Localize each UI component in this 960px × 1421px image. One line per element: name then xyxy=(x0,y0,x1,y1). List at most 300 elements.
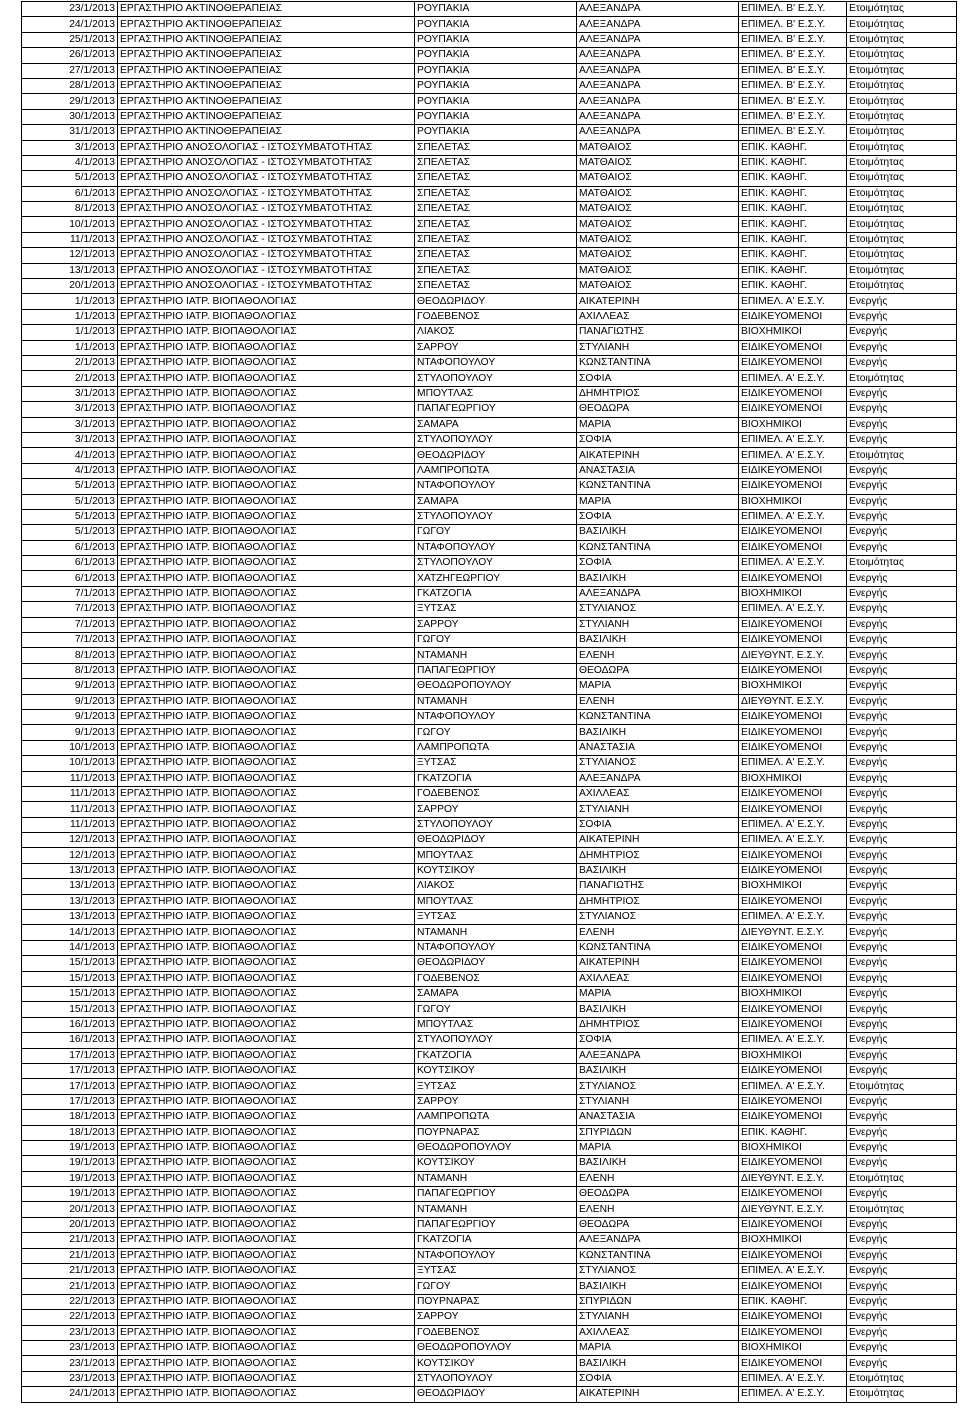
rank-cell: ΕΙΔΙΚΕΥΟΜΕΝΟΙ xyxy=(739,540,847,555)
surname-cell: ΚΟΥΤΣΙΚΟΥ xyxy=(415,863,577,878)
duty-type-cell: Ενεργής xyxy=(847,417,957,432)
date-cell: 14/1/2013 xyxy=(22,940,118,955)
date-cell: 6/1/2013 xyxy=(22,556,118,571)
rank-cell: ΕΠΙΜΕΛ. Β' Ε.Σ.Υ. xyxy=(739,109,847,124)
rank-cell: ΕΠΙΜΕΛ. Α' Ε.Σ.Υ. xyxy=(739,448,847,463)
table-row xyxy=(22,556,957,571)
first-name-cell: ΒΑΣΙΛΙΚΗ xyxy=(577,725,739,740)
rank-cell: ΕΙΔΙΚΕΥΟΜΕΝΟΙ xyxy=(739,725,847,740)
date-cell: 4/1/2013 xyxy=(22,155,118,170)
laboratory-cell: ΕΡΓΑΣΤΗΡΙΟ ΑΝΟΣΟΛΟΓΙΑΣ - ΙΣΤΟΣΥΜΒΑΤΟΤΗΤΑΣ xyxy=(118,217,415,232)
first-name-cell: ΑΛΕΞΑΝΔΡΑ xyxy=(577,48,739,63)
rank-cell: ΕΠΙΚ. ΚΑΘΗΓ. xyxy=(739,171,847,186)
table-row xyxy=(22,1156,957,1171)
table-row xyxy=(22,232,957,247)
surname-cell: ΝΤΑΜΑΝΗ xyxy=(415,694,577,709)
table-row xyxy=(22,1140,957,1155)
duty-type-cell: Ενεργής xyxy=(847,402,957,417)
table-row xyxy=(22,971,957,986)
date-cell: 10/1/2013 xyxy=(22,217,118,232)
date-cell: 15/1/2013 xyxy=(22,956,118,971)
duty-type-cell: Ενεργής xyxy=(847,725,957,740)
duty-type-cell: Ενεργής xyxy=(847,463,957,478)
surname-cell: ΜΠΟΥΤΛΑΣ xyxy=(415,1017,577,1032)
rank-cell: ΕΙΔΙΚΕΥΟΜΕΝΟΙ xyxy=(739,1356,847,1371)
laboratory-cell: ΕΡΓΑΣΤΗΡΙΟ ΙΑΤΡ. ΒΙΟΠΑΘΟΛΟΓΙΑΣ xyxy=(118,1017,415,1032)
table-row xyxy=(22,294,957,309)
rank-cell: ΕΙΔΙΚΕΥΟΜΕΝΟΙ xyxy=(739,740,847,755)
first-name-cell: ΣΤΥΛΙΑΝΟΣ xyxy=(577,602,739,617)
first-name-cell: ΑΛΕΞΑΝΔΡΑ xyxy=(577,94,739,109)
date-cell: 3/1/2013 xyxy=(22,417,118,432)
laboratory-cell: ΕΡΓΑΣΤΗΡΙΟ ΙΑΤΡ. ΒΙΟΠΑΘΟΛΟΓΙΑΣ xyxy=(118,1233,415,1248)
date-cell: 22/1/2013 xyxy=(22,1294,118,1309)
first-name-cell: ΣΤΥΛΙΑΝΗ xyxy=(577,802,739,817)
first-name-cell: ΜΑΡΙΑ xyxy=(577,987,739,1002)
first-name-cell: ΘΕΟΔΩΡΑ xyxy=(577,1217,739,1232)
first-name-cell: ΚΩΝΣΤΑΝΤΙΝΑ xyxy=(577,540,739,555)
date-cell: 19/1/2013 xyxy=(22,1140,118,1155)
first-name-cell: ΘΕΟΔΩΡΑ xyxy=(577,402,739,417)
rank-cell: ΕΙΔΙΚΕΥΟΜΕΝΟΙ xyxy=(739,1094,847,1109)
duty-type-cell: Ενεργής xyxy=(847,1233,957,1248)
duty-type-cell: Ετοιμότητας xyxy=(847,171,957,186)
rank-cell: ΕΠΙΜΕΛ. Β' Ε.Σ.Υ. xyxy=(739,48,847,63)
surname-cell: ΣΠΕΛΕΤΑΣ xyxy=(415,263,577,278)
surname-cell: ΚΟΥΤΣΙΚΟΥ xyxy=(415,1356,577,1371)
rank-cell: ΕΙΔΙΚΕΥΟΜΕΝΟΙ xyxy=(739,402,847,417)
table-row xyxy=(22,32,957,47)
table-row xyxy=(22,1063,957,1078)
surname-cell: ΝΤΑΜΑΝΗ xyxy=(415,648,577,663)
date-cell: 5/1/2013 xyxy=(22,525,118,540)
surname-cell: ΞΥΤΣΑΣ xyxy=(415,756,577,771)
surname-cell: ΓΚΑΤΖΟΓΙΑ xyxy=(415,586,577,601)
duty-type-cell: Ενεργής xyxy=(847,1140,957,1155)
surname-cell: ΣΑΡΡΟΥ xyxy=(415,617,577,632)
duty-type-cell: Ετοιμότητας xyxy=(847,140,957,155)
rank-cell: ΔΙΕΥΘΥΝΤ. Ε.Σ.Υ. xyxy=(739,1202,847,1217)
first-name-cell: ΑΛΕΞΑΝΔΡΑ xyxy=(577,17,739,32)
laboratory-cell: ΕΡΓΑΣΤΗΡΙΟ ΙΑΤΡ. ΒΙΟΠΑΘΟΛΟΓΙΑΣ xyxy=(118,863,415,878)
first-name-cell: ΑΝΑΣΤΑΣΙΑ xyxy=(577,463,739,478)
table-row xyxy=(22,494,957,509)
rank-cell: ΕΙΔΙΚΕΥΟΜΕΝΟΙ xyxy=(739,971,847,986)
surname-cell: ΝΤΑΜΑΝΗ xyxy=(415,925,577,940)
first-name-cell: ΚΩΝΣΤΑΝΤΙΝΑ xyxy=(577,355,739,370)
date-cell: 18/1/2013 xyxy=(22,1110,118,1125)
laboratory-cell: ΕΡΓΑΣΤΗΡΙΟ ΙΑΤΡ. ΒΙΟΠΑΘΟΛΟΓΙΑΣ xyxy=(118,556,415,571)
first-name-cell: ΑΝΑΣΤΑΣΙΑ xyxy=(577,1110,739,1125)
rank-cell: ΕΠΙΜΕΛ. Β' Ε.Σ.Υ. xyxy=(739,125,847,140)
surname-cell: ΛΑΜΠΡΟΠΩΤΑ xyxy=(415,1110,577,1125)
duty-type-cell: Ετοιμότητας xyxy=(847,94,957,109)
laboratory-cell: ΕΡΓΑΣΤΗΡΙΟ ΙΑΤΡ. ΒΙΟΠΑΘΟΛΟΓΙΑΣ xyxy=(118,479,415,494)
first-name-cell: ΕΛΕΝΗ xyxy=(577,694,739,709)
table-row xyxy=(22,448,957,463)
date-cell: 13/1/2013 xyxy=(22,910,118,925)
duty-type-cell: Ενεργής xyxy=(847,1294,957,1309)
laboratory-cell: ΕΡΓΑΣΤΗΡΙΟ ΙΑΤΡ. ΒΙΟΠΑΘΟΛΟΓΙΑΣ xyxy=(118,294,415,309)
duty-type-cell: Ενεργής xyxy=(847,786,957,801)
surname-cell: ΓΩΓΟΥ xyxy=(415,525,577,540)
laboratory-cell: ΕΡΓΑΣΤΗΡΙΟ ΙΑΤΡ. ΒΙΟΠΑΘΟΛΟΓΙΑΣ xyxy=(118,1171,415,1186)
first-name-cell: ΑΛΕΞΑΝΔΡΑ xyxy=(577,109,739,124)
rank-cell: ΒΙΟΧΗΜΙΚΟΙ xyxy=(739,1140,847,1155)
duty-type-cell: Ενεργής xyxy=(847,879,957,894)
date-cell: 11/1/2013 xyxy=(22,802,118,817)
surname-cell: ΛΑΜΠΡΟΠΩΤΑ xyxy=(415,463,577,478)
laboratory-cell: ΕΡΓΑΣΤΗΡΙΟ ΙΑΤΡ. ΒΙΟΠΑΘΟΛΟΓΙΑΣ xyxy=(118,894,415,909)
duty-type-cell: Ενεργής xyxy=(847,1033,957,1048)
date-cell: 1/1/2013 xyxy=(22,309,118,324)
surname-cell: ΓΚΑΤΖΟΓΙΑ xyxy=(415,771,577,786)
date-cell: 6/1/2013 xyxy=(22,540,118,555)
date-cell: 15/1/2013 xyxy=(22,987,118,1002)
duty-type-cell: Ετοιμότητας xyxy=(847,263,957,278)
rank-cell: ΕΠΙΚ. ΚΑΘΗΓ. xyxy=(739,1125,847,1140)
laboratory-cell: ΕΡΓΑΣΤΗΡΙΟ ΙΑΤΡ. ΒΙΟΠΑΘΟΛΟΓΙΑΣ xyxy=(118,1325,415,1340)
laboratory-cell: ΕΡΓΑΣΤΗΡΙΟ ΙΑΤΡ. ΒΙΟΠΑΘΟΛΟΓΙΑΣ xyxy=(118,1048,415,1063)
rank-cell: ΕΙΔΙΚΕΥΟΜΕΝΟΙ xyxy=(739,340,847,355)
date-cell: 23/1/2013 xyxy=(22,1325,118,1340)
rank-cell: ΒΙΟΧΗΜΙΚΟΙ xyxy=(739,771,847,786)
first-name-cell: ΜΑΡΙΑ xyxy=(577,417,739,432)
laboratory-cell: ΕΡΓΑΣΤΗΡΙΟ ΙΑΤΡ. ΒΙΟΠΑΘΟΛΟΓΙΑΣ xyxy=(118,325,415,340)
surname-cell: ΣΠΕΛΕΤΑΣ xyxy=(415,217,577,232)
date-cell: 17/1/2013 xyxy=(22,1094,118,1109)
date-cell: 31/1/2013 xyxy=(22,125,118,140)
date-cell: 3/1/2013 xyxy=(22,140,118,155)
surname-cell: ΣΤΥΛΟΠΟΥΛΟΥ xyxy=(415,556,577,571)
date-cell: 7/1/2013 xyxy=(22,617,118,632)
laboratory-cell: ΕΡΓΑΣΤΗΡΙΟ ΙΑΤΡ. ΒΙΟΠΑΘΟΛΟΓΙΑΣ xyxy=(118,1279,415,1294)
date-cell: 2/1/2013 xyxy=(22,355,118,370)
laboratory-cell: ΕΡΓΑΣΤΗΡΙΟ ΑΚΤΙΝΟΘΕΡΑΠΕΙΑΣ xyxy=(118,125,415,140)
table-row xyxy=(22,617,957,632)
first-name-cell: ΜΑΤΘΑΙΟΣ xyxy=(577,171,739,186)
surname-cell: ΝΤΑΦΟΠΟΥΛΟΥ xyxy=(415,540,577,555)
surname-cell: ΛΑΜΠΡΟΠΩΤΑ xyxy=(415,740,577,755)
rank-cell: ΕΙΔΙΚΕΥΟΜΕΝΟΙ xyxy=(739,355,847,370)
first-name-cell: ΠΑΝΑΓΙΩΤΗΣ xyxy=(577,325,739,340)
rank-cell: ΕΠΙΜΕΛ. Α' Ε.Σ.Υ. xyxy=(739,602,847,617)
first-name-cell: ΣΤΥΛΙΑΝΟΣ xyxy=(577,910,739,925)
date-cell: 6/1/2013 xyxy=(22,186,118,201)
table-row xyxy=(22,125,957,140)
surname-cell: ΣΤΥΛΟΠΟΥΛΟΥ xyxy=(415,432,577,447)
surname-cell: ΘΕΟΔΩΡΙΔΟΥ xyxy=(415,956,577,971)
date-cell: 13/1/2013 xyxy=(22,879,118,894)
date-cell: 10/1/2013 xyxy=(22,740,118,755)
duty-type-cell: Ετοιμότητας xyxy=(847,155,957,170)
rank-cell: ΕΠΙΜΕΛ. Α' Ε.Σ.Υ. xyxy=(739,1264,847,1279)
date-cell: 9/1/2013 xyxy=(22,725,118,740)
first-name-cell: ΣΟΦΙΑ xyxy=(577,556,739,571)
duty-type-cell: Ενεργής xyxy=(847,1248,957,1263)
duty-type-cell: Ενεργής xyxy=(847,1110,957,1125)
table-row xyxy=(22,479,957,494)
table-row xyxy=(22,17,957,32)
rank-cell: ΕΠΙΜΕΛ. Β' Ε.Σ.Υ. xyxy=(739,94,847,109)
rank-cell: ΕΠΙΚ. ΚΑΘΗΓ. xyxy=(739,202,847,217)
table-row xyxy=(22,309,957,324)
surname-cell: ΣΠΕΛΕΤΑΣ xyxy=(415,140,577,155)
date-cell: 16/1/2013 xyxy=(22,1033,118,1048)
table-row xyxy=(22,386,957,401)
rank-cell: ΕΙΔΙΚΕΥΟΜΕΝΟΙ xyxy=(739,571,847,586)
rank-cell: ΕΙΔΙΚΕΥΟΜΕΝΟΙ xyxy=(739,863,847,878)
date-cell: 9/1/2013 xyxy=(22,709,118,724)
duty-type-cell: Ενεργής xyxy=(847,1002,957,1017)
surname-cell: ΘΕΟΔΩΡΟΠΟΥΛΟΥ xyxy=(415,1140,577,1155)
surname-cell: ΓΚΑΤΖΟΓΙΑ xyxy=(415,1233,577,1248)
table-row xyxy=(22,463,957,478)
surname-cell: ΣΠΕΛΕΤΑΣ xyxy=(415,202,577,217)
surname-cell: ΘΕΟΔΩΡΙΔΟΥ xyxy=(415,294,577,309)
surname-cell: ΣΠΕΛΕΤΑΣ xyxy=(415,155,577,170)
date-cell: 11/1/2013 xyxy=(22,232,118,247)
first-name-cell: ΜΑΤΘΑΙΟΣ xyxy=(577,186,739,201)
laboratory-cell: ΕΡΓΑΣΤΗΡΙΟ ΙΑΤΡ. ΒΙΟΠΑΘΟΛΟΓΙΑΣ xyxy=(118,910,415,925)
first-name-cell: ΚΩΝΣΤΑΝΤΙΝΑ xyxy=(577,1248,739,1263)
laboratory-cell: ΕΡΓΑΣΤΗΡΙΟ ΙΑΤΡ. ΒΙΟΠΑΘΟΛΟΓΙΑΣ xyxy=(118,1356,415,1371)
duty-type-cell: Ενεργής xyxy=(847,971,957,986)
table-row xyxy=(22,633,957,648)
duty-type-cell: Ενεργής xyxy=(847,863,957,878)
date-cell: 13/1/2013 xyxy=(22,863,118,878)
date-cell: 19/1/2013 xyxy=(22,1171,118,1186)
table-row xyxy=(22,355,957,370)
date-cell: 15/1/2013 xyxy=(22,1002,118,1017)
duty-type-cell: Ενεργής xyxy=(847,1187,957,1202)
duty-type-cell: Ενεργής xyxy=(847,509,957,524)
duty-type-cell: Ενεργής xyxy=(847,833,957,848)
table-row xyxy=(22,109,957,124)
first-name-cell: ΕΛΕΝΗ xyxy=(577,1202,739,1217)
duty-type-cell: Ενεργής xyxy=(847,925,957,940)
date-cell: 12/1/2013 xyxy=(22,833,118,848)
surname-cell: ΣΠΕΛΕΤΑΣ xyxy=(415,186,577,201)
surname-cell: ΣΤΥΛΟΠΟΥΛΟΥ xyxy=(415,509,577,524)
laboratory-cell: ΕΡΓΑΣΤΗΡΙΟ ΙΑΤΡ. ΒΙΟΠΑΘΟΛΟΓΙΑΣ xyxy=(118,1340,415,1355)
first-name-cell: ΑΛΕΞΑΝΔΡΑ xyxy=(577,1233,739,1248)
surname-cell: ΝΤΑΜΑΝΗ xyxy=(415,1202,577,1217)
duty-type-cell: Ετοιμότητας xyxy=(847,48,957,63)
rank-cell: ΕΙΔΙΚΕΥΟΜΕΝΟΙ xyxy=(739,1248,847,1263)
first-name-cell: ΑΧΙΛΛΕΑΣ xyxy=(577,309,739,324)
laboratory-cell: ΕΡΓΑΣΤΗΡΙΟ ΙΑΤΡ. ΒΙΟΠΑΘΟΛΟΓΙΑΣ xyxy=(118,1079,415,1094)
rank-cell: ΕΠΙΜΕΛ. Α' Ε.Σ.Υ. xyxy=(739,833,847,848)
surname-cell: ΝΤΑΦΟΠΟΥΛΟΥ xyxy=(415,479,577,494)
surname-cell: ΠΑΠΑΓΕΩΡΓΙΟΥ xyxy=(415,402,577,417)
laboratory-cell: ΕΡΓΑΣΤΗΡΙΟ ΙΑΤΡ. ΒΙΟΠΑΘΟΛΟΓΙΑΣ xyxy=(118,1248,415,1263)
first-name-cell: ΑΛΕΞΑΝΔΡΑ xyxy=(577,586,739,601)
table-row xyxy=(22,848,957,863)
date-cell: 7/1/2013 xyxy=(22,633,118,648)
surname-cell: ΣΤΥΛΟΠΟΥΛΟΥ xyxy=(415,1033,577,1048)
laboratory-cell: ΕΡΓΑΣΤΗΡΙΟ ΙΑΤΡ. ΒΙΟΠΑΘΟΛΟΓΙΑΣ xyxy=(118,463,415,478)
table-row xyxy=(22,679,957,694)
duty-type-cell: Ενεργής xyxy=(847,386,957,401)
date-cell: 9/1/2013 xyxy=(22,679,118,694)
duty-type-cell: Ενεργής xyxy=(847,1125,957,1140)
surname-cell: ΣΑΡΡΟΥ xyxy=(415,1310,577,1325)
table-row xyxy=(22,1248,957,1263)
duty-type-cell: Ενεργής xyxy=(847,1310,957,1325)
date-cell: 7/1/2013 xyxy=(22,602,118,617)
laboratory-cell: ΕΡΓΑΣΤΗΡΙΟ ΙΑΤΡ. ΒΙΟΠΑΘΟΛΟΓΙΑΣ xyxy=(118,1110,415,1125)
table-row xyxy=(22,1371,957,1386)
first-name-cell: ΣΟΦΙΑ xyxy=(577,432,739,447)
date-cell: 1/1/2013 xyxy=(22,294,118,309)
laboratory-cell: ΕΡΓΑΣΤΗΡΙΟ ΙΑΤΡ. ΒΙΟΠΑΘΟΛΟΓΙΑΣ xyxy=(118,417,415,432)
first-name-cell: ΑΛΕΞΑΝΔΡΑ xyxy=(577,2,739,17)
first-name-cell: ΜΑΤΘΑΙΟΣ xyxy=(577,232,739,247)
first-name-cell: ΜΑΡΙΑ xyxy=(577,494,739,509)
duty-type-cell: Ενεργής xyxy=(847,1279,957,1294)
first-name-cell: ΒΑΣΙΛΙΚΗ xyxy=(577,1002,739,1017)
surname-cell: ΝΤΑΦΟΠΟΥΛΟΥ xyxy=(415,1248,577,1263)
date-cell: 5/1/2013 xyxy=(22,509,118,524)
first-name-cell: ΒΑΣΙΛΙΚΗ xyxy=(577,1063,739,1078)
laboratory-cell: ΕΡΓΑΣΤΗΡΙΟ ΙΑΤΡ. ΒΙΟΠΑΘΟΛΟΓΙΑΣ xyxy=(118,309,415,324)
duty-type-cell: Ενεργής xyxy=(847,432,957,447)
surname-cell: ΘΕΟΔΩΡΟΠΟΥΛΟΥ xyxy=(415,1340,577,1355)
laboratory-cell: ΕΡΓΑΣΤΗΡΙΟ ΑΚΤΙΝΟΘΕΡΑΠΕΙΑΣ xyxy=(118,63,415,78)
table-row xyxy=(22,509,957,524)
date-cell: 13/1/2013 xyxy=(22,894,118,909)
laboratory-cell: ΕΡΓΑΣΤΗΡΙΟ ΙΑΤΡ. ΒΙΟΠΑΘΟΛΟΓΙΑΣ xyxy=(118,1125,415,1140)
date-cell: 20/1/2013 xyxy=(22,1217,118,1232)
table-row xyxy=(22,1048,957,1063)
first-name-cell: ΔΗΜΗΤΡΙΟΣ xyxy=(577,1017,739,1032)
table-row xyxy=(22,432,957,447)
laboratory-cell: ΕΡΓΑΣΤΗΡΙΟ ΙΑΤΡ. ΒΙΟΠΑΘΟΛΟΓΙΑΣ xyxy=(118,540,415,555)
first-name-cell: ΘΕΟΔΩΡΑ xyxy=(577,1187,739,1202)
laboratory-cell: ΕΡΓΑΣΤΗΡΙΟ ΙΑΤΡ. ΒΙΟΠΑΘΟΛΟΓΙΑΣ xyxy=(118,771,415,786)
table-row xyxy=(22,956,957,971)
rank-cell: ΒΙΟΧΗΜΙΚΟΙ xyxy=(739,417,847,432)
rank-cell: ΕΠΙΚ. ΚΑΘΗΓ. xyxy=(739,232,847,247)
rank-cell: ΕΠΙΚ. ΚΑΘΗΓ. xyxy=(739,1294,847,1309)
table-row xyxy=(22,833,957,848)
table-row xyxy=(22,940,957,955)
duty-type-cell: Ενεργής xyxy=(847,848,957,863)
rank-cell: ΒΙΟΧΗΜΙΚΟΙ xyxy=(739,1340,847,1355)
laboratory-cell: ΕΡΓΑΣΤΗΡΙΟ ΙΑΤΡ. ΒΙΟΠΑΘΟΛΟΓΙΑΣ xyxy=(118,833,415,848)
date-cell: 3/1/2013 xyxy=(22,432,118,447)
laboratory-cell: ΕΡΓΑΣΤΗΡΙΟ ΑΝΟΣΟΛΟΓΙΑΣ - ΙΣΤΟΣΥΜΒΑΤΟΤΗΤΑΣ xyxy=(118,186,415,201)
rank-cell: ΕΠΙΚ. ΚΑΘΗΓ. xyxy=(739,263,847,278)
surname-cell: ΜΠΟΥΤΛΑΣ xyxy=(415,386,577,401)
date-cell: 14/1/2013 xyxy=(22,925,118,940)
laboratory-cell: ΕΡΓΑΣΤΗΡΙΟ ΑΝΟΣΟΛΟΓΙΑΣ - ΙΣΤΟΣΥΜΒΑΤΟΤΗΤΑΣ xyxy=(118,263,415,278)
table-row xyxy=(22,202,957,217)
surname-cell: ΡΟΥΠΑΚΙΑ xyxy=(415,48,577,63)
first-name-cell: ΑΛΕΞΑΝΔΡΑ xyxy=(577,125,739,140)
duty-type-cell: Ενεργής xyxy=(847,602,957,617)
surname-cell: ΠΟΥΡΝΑΡΑΣ xyxy=(415,1294,577,1309)
first-name-cell: ΕΛΕΝΗ xyxy=(577,648,739,663)
rank-cell: ΕΙΔΙΚΕΥΟΜΕΝΟΙ xyxy=(739,940,847,955)
duty-type-cell: Ενεργής xyxy=(847,910,957,925)
first-name-cell: ΑΙΚΑΤΕΡΙΝΗ xyxy=(577,956,739,971)
first-name-cell: ΑΝΑΣΤΑΣΙΑ xyxy=(577,740,739,755)
duty-type-cell: Ενεργής xyxy=(847,648,957,663)
surname-cell: ΝΤΑΦΟΠΟΥΛΟΥ xyxy=(415,355,577,370)
first-name-cell: ΜΑΤΘΑΙΟΣ xyxy=(577,217,739,232)
rank-cell: ΕΠΙΚ. ΚΑΘΗΓ. xyxy=(739,140,847,155)
table-row xyxy=(22,48,957,63)
table-row xyxy=(22,802,957,817)
table-row xyxy=(22,602,957,617)
rank-cell: ΕΙΔΙΚΕΥΟΜΕΝΟΙ xyxy=(739,709,847,724)
rank-cell: ΔΙΕΥΘΥΝΤ. Ε.Σ.Υ. xyxy=(739,648,847,663)
first-name-cell: ΒΑΣΙΛΙΚΗ xyxy=(577,863,739,878)
laboratory-cell: ΕΡΓΑΣΤΗΡΙΟ ΙΑΤΡ. ΒΙΟΠΑΘΟΛΟΓΙΑΣ xyxy=(118,1264,415,1279)
date-cell: 17/1/2013 xyxy=(22,1063,118,1078)
laboratory-cell: ΕΡΓΑΣΤΗΡΙΟ ΙΑΤΡ. ΒΙΟΠΑΘΟΛΟΓΙΑΣ xyxy=(118,817,415,832)
laboratory-cell: ΕΡΓΑΣΤΗΡΙΟ ΙΑΤΡ. ΒΙΟΠΑΘΟΛΟΓΙΑΣ xyxy=(118,1094,415,1109)
surname-cell: ΝΤΑΦΟΠΟΥΛΟΥ xyxy=(415,709,577,724)
date-cell: 4/1/2013 xyxy=(22,463,118,478)
table-row xyxy=(22,417,957,432)
duty-type-cell: Ετοιμότητας xyxy=(847,125,957,140)
rank-cell: ΕΙΔΙΚΕΥΟΜΕΝΟΙ xyxy=(739,309,847,324)
date-cell: 21/1/2013 xyxy=(22,1233,118,1248)
first-name-cell: ΣΤΥΛΙΑΝΟΣ xyxy=(577,1079,739,1094)
first-name-cell: ΜΑΡΙΑ xyxy=(577,1340,739,1355)
date-cell: 28/1/2013 xyxy=(22,78,118,93)
laboratory-cell: ΕΡΓΑΣΤΗΡΙΟ ΑΝΟΣΟΛΟΓΙΑΣ - ΙΣΤΟΣΥΜΒΑΤΟΤΗΤΑΣ xyxy=(118,155,415,170)
duty-type-cell: Ετοιμότητας xyxy=(847,2,957,17)
date-cell: 8/1/2013 xyxy=(22,202,118,217)
surname-cell: ΡΟΥΠΑΚΙΑ xyxy=(415,2,577,17)
table-row xyxy=(22,171,957,186)
laboratory-cell: ΕΡΓΑΣΤΗΡΙΟ ΙΑΤΡ. ΒΙΟΠΑΘΟΛΟΓΙΑΣ xyxy=(118,694,415,709)
duty-roster-table xyxy=(21,1,957,1403)
table-row xyxy=(22,663,957,678)
rank-cell: ΕΙΔΙΚΕΥΟΜΕΝΟΙ xyxy=(739,386,847,401)
first-name-cell: ΣΤΥΛΙΑΝΗ xyxy=(577,340,739,355)
rank-cell: ΕΠΙΚ. ΚΑΘΗΓ. xyxy=(739,217,847,232)
surname-cell: ΡΟΥΠΑΚΙΑ xyxy=(415,109,577,124)
surname-cell: ΠΟΥΡΝΑΡΑΣ xyxy=(415,1125,577,1140)
duty-type-cell: Ενεργής xyxy=(847,1325,957,1340)
rank-cell: ΕΠΙΜΕΛ. Α' Ε.Σ.Υ. xyxy=(739,556,847,571)
first-name-cell: ΑΛΕΞΑΝΔΡΑ xyxy=(577,1048,739,1063)
laboratory-cell: ΕΡΓΑΣΤΗΡΙΟ ΙΑΤΡ. ΒΙΟΠΑΘΟΛΟΓΙΑΣ xyxy=(118,448,415,463)
first-name-cell: ΣΤΥΛΙΑΝΟΣ xyxy=(577,756,739,771)
rank-cell: ΕΙΔΙΚΕΥΟΜΕΝΟΙ xyxy=(739,1017,847,1032)
rank-cell: ΕΙΔΙΚΕΥΟΜΕΝΟΙ xyxy=(739,1063,847,1078)
rank-cell: ΕΠΙΜΕΛ. Α' Ε.Σ.Υ. xyxy=(739,817,847,832)
surname-cell: ΡΟΥΠΑΚΙΑ xyxy=(415,125,577,140)
table-row xyxy=(22,725,957,740)
date-cell: 20/1/2013 xyxy=(22,1202,118,1217)
duty-type-cell: Ενεργής xyxy=(847,325,957,340)
first-name-cell: ΑΧΙΛΛΕΑΣ xyxy=(577,1325,739,1340)
table-row xyxy=(22,894,957,909)
laboratory-cell: ΕΡΓΑΣΤΗΡΙΟ ΙΑΤΡ. ΒΙΟΠΑΘΟΛΟΓΙΑΣ xyxy=(118,740,415,755)
laboratory-cell: ΕΡΓΑΣΤΗΡΙΟ ΙΑΤΡ. ΒΙΟΠΑΘΟΛΟΓΙΑΣ xyxy=(118,663,415,678)
laboratory-cell: ΕΡΓΑΣΤΗΡΙΟ ΑΚΤΙΝΟΘΕΡΑΠΕΙΑΣ xyxy=(118,109,415,124)
table-row xyxy=(22,586,957,601)
first-name-cell: ΕΛΕΝΗ xyxy=(577,925,739,940)
duty-type-cell: Ετοιμότητας xyxy=(847,217,957,232)
rank-cell: ΒΙΟΧΗΜΙΚΟΙ xyxy=(739,879,847,894)
